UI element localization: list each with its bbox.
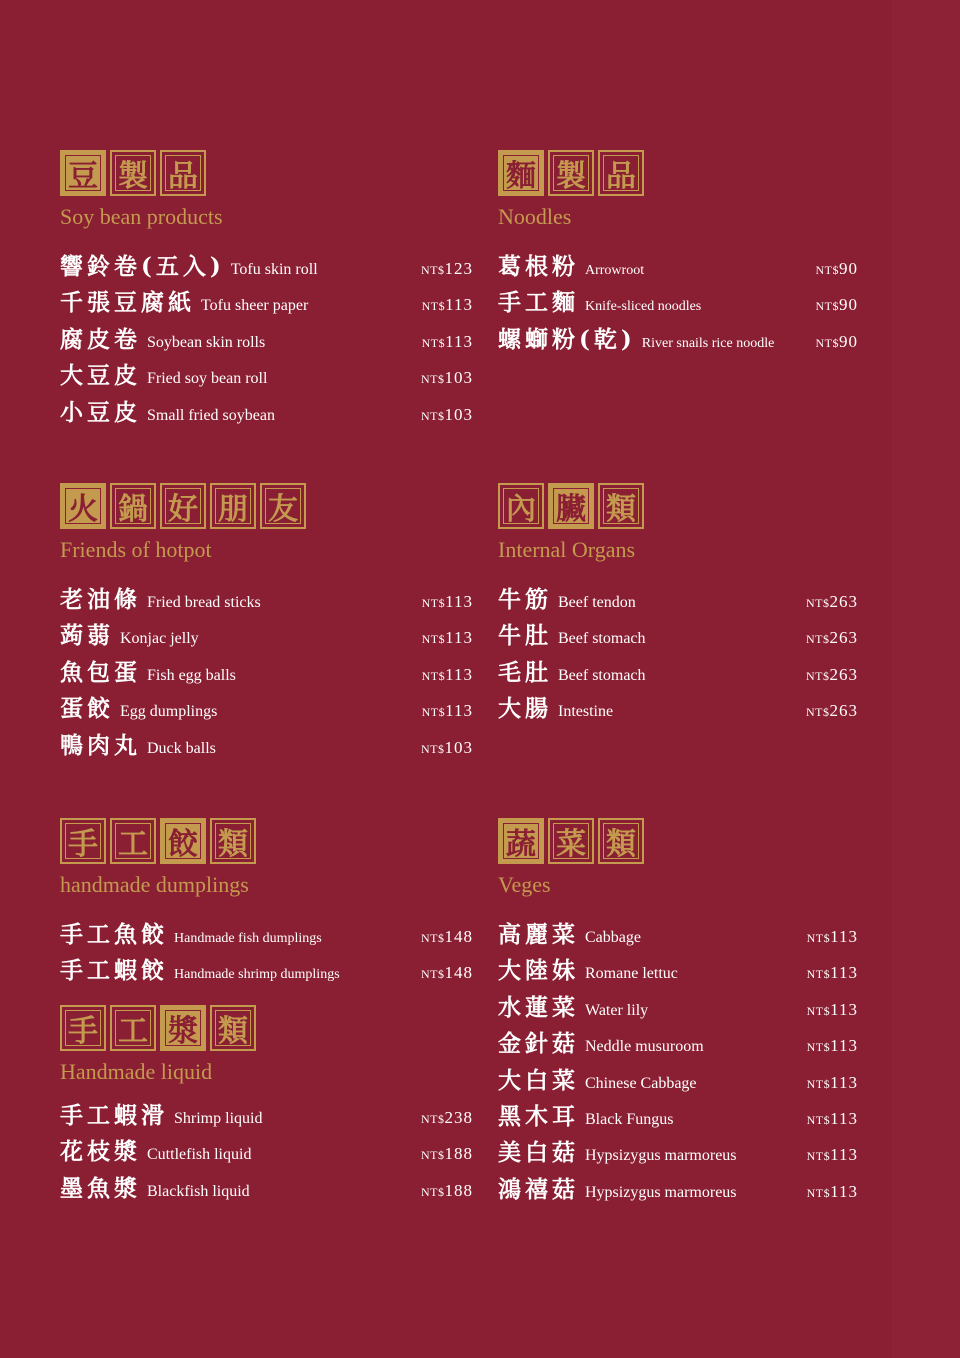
item-price xyxy=(807,1145,858,1165)
item-chinese-name: 手工蝦餃 xyxy=(60,957,168,985)
item-price xyxy=(806,628,858,648)
item-english-name: Small fried soybean xyxy=(147,406,275,424)
menu-list xyxy=(498,248,858,357)
item-chinese-name: 毛肚 xyxy=(498,658,552,686)
menu-item xyxy=(60,654,473,690)
menu-item xyxy=(60,727,473,763)
section-subtitle: handmade dumplings xyxy=(60,872,249,897)
price-value: 113 xyxy=(445,628,473,648)
menu-item xyxy=(60,916,473,952)
menu-item xyxy=(498,654,858,690)
item-chinese-name: 手工魚餃 xyxy=(60,921,168,948)
section-subtitle: Soy bean products xyxy=(60,204,223,229)
item-price xyxy=(421,1181,473,1201)
item-price xyxy=(816,259,859,279)
item-chinese-name: 墨魚漿 xyxy=(60,1174,141,1202)
menu-item xyxy=(60,357,473,393)
price-value: 113 xyxy=(830,1181,858,1201)
price-value: 90 xyxy=(839,295,858,315)
menu-item xyxy=(60,321,473,357)
item-chinese-name: 千張豆腐紙 xyxy=(60,289,195,317)
currency-label: NT$ xyxy=(806,668,830,683)
item-english-name: Romane lettuc xyxy=(585,965,678,983)
item-chinese-name: 腐皮卷 xyxy=(60,325,141,353)
currency-label: NT$ xyxy=(806,1112,831,1127)
item-chinese-name: 大豆皮 xyxy=(60,362,141,390)
heading-char: 工 xyxy=(110,1005,156,1051)
menu-item xyxy=(60,581,473,617)
currency-label: NT$ xyxy=(806,705,830,720)
section-liquid xyxy=(60,1005,473,1206)
section-subtitle: Handmade liquid xyxy=(60,1059,213,1084)
item-chinese-name: 螺螄粉(乾) xyxy=(498,325,636,353)
item-english-name: Water lily xyxy=(585,1001,649,1019)
menu-list xyxy=(60,1097,473,1206)
heading-char: 類 xyxy=(598,818,644,864)
menu-list xyxy=(60,581,473,763)
heading-char: 餃 xyxy=(160,818,206,864)
heading-char: 豆 xyxy=(60,150,106,196)
item-english-name: Egg dumplings xyxy=(120,703,218,721)
price-value: 113 xyxy=(830,1072,858,1092)
heading-char: 手 xyxy=(60,1005,106,1051)
menu-item xyxy=(60,284,473,320)
menu-item xyxy=(498,321,858,357)
item-english-name: Cuttlefish liquid xyxy=(147,1146,252,1164)
menu-item xyxy=(498,1134,858,1170)
menu-item xyxy=(60,248,473,284)
menu-list xyxy=(60,248,473,430)
currency-label: NT$ xyxy=(421,632,446,647)
currency-label: NT$ xyxy=(421,668,446,683)
section-veges xyxy=(498,818,858,1207)
price-value: 113 xyxy=(445,701,473,721)
currency-label: NT$ xyxy=(421,931,445,945)
menu-item xyxy=(60,1097,473,1133)
price-value: 113 xyxy=(830,963,858,983)
item-price xyxy=(807,1036,858,1056)
section-subtitle: Internal Organs xyxy=(498,537,636,562)
menu-item xyxy=(498,690,858,726)
item-english-name: Knife-sliced noodles xyxy=(585,299,702,315)
currency-label: NT$ xyxy=(806,1003,831,1018)
menu-item xyxy=(60,617,473,653)
item-price xyxy=(422,628,473,648)
item-price xyxy=(816,332,859,352)
item-price xyxy=(807,1000,858,1020)
item-english-name: Tofu sheer paper xyxy=(201,297,309,315)
currency-label: NT$ xyxy=(421,299,446,314)
heading-char: 類 xyxy=(598,483,644,529)
price-value: 113 xyxy=(830,999,858,1019)
item-chinese-name: 小豆皮 xyxy=(60,398,141,426)
section-subtitle: Noodles xyxy=(498,204,572,229)
item-chinese-name: 牛肚 xyxy=(498,622,552,650)
section-heading xyxy=(60,818,473,864)
heading-char: 製 xyxy=(110,150,156,196)
menu-item xyxy=(498,1062,858,1098)
currency-label: NT$ xyxy=(806,632,830,647)
item-english-name: Arrowroot xyxy=(585,263,645,278)
item-chinese-name: 金針菇 xyxy=(498,1030,579,1058)
heading-char: 臟 xyxy=(548,483,594,529)
page-edge xyxy=(892,0,960,1358)
menu-item xyxy=(60,1170,473,1206)
item-chinese-name: 水蓮菜 xyxy=(498,993,579,1021)
heading-char: 類 xyxy=(210,1005,256,1051)
item-price xyxy=(806,701,858,721)
heading-char: 漿 xyxy=(160,1005,206,1051)
heading-char: 內 xyxy=(498,483,544,529)
heading-char: 菜 xyxy=(548,818,594,864)
currency-label: NT$ xyxy=(421,408,445,423)
item-english-name: Beef tendon xyxy=(558,594,636,611)
currency-label: NT$ xyxy=(815,263,839,277)
price-value: 188 xyxy=(444,1144,473,1164)
currency-label: NT$ xyxy=(815,335,839,350)
currency-label: NT$ xyxy=(421,372,445,387)
item-price xyxy=(816,295,859,315)
currency-label: NT$ xyxy=(806,931,831,945)
price-value: 113 xyxy=(445,295,473,315)
currency-label: NT$ xyxy=(806,967,831,982)
price-value: 188 xyxy=(444,1180,473,1200)
menu-item xyxy=(60,952,473,988)
price-value: 103 xyxy=(444,404,473,424)
price-value: 113 xyxy=(445,664,473,684)
item-english-name: Duck balls xyxy=(147,739,216,757)
currency-label: NT$ xyxy=(421,1112,445,1126)
item-chinese-name: 大腸 xyxy=(498,695,552,723)
section-heading xyxy=(60,1005,473,1051)
menu-item xyxy=(60,394,473,430)
menu-item xyxy=(498,1171,858,1207)
item-price xyxy=(422,701,473,721)
item-chinese-name: 手工蝦滑 xyxy=(60,1102,168,1129)
section-heading xyxy=(498,818,858,864)
menu-item xyxy=(498,1025,858,1061)
section-heading xyxy=(498,483,858,529)
price-value: 148 xyxy=(444,963,473,983)
item-price xyxy=(421,368,473,388)
item-price xyxy=(421,1144,473,1164)
price-value: 103 xyxy=(444,737,473,757)
item-english-name: Fish egg balls xyxy=(147,666,236,684)
item-chinese-name: 牛筋 xyxy=(498,586,552,613)
section-noodles xyxy=(498,150,858,357)
currency-label: NT$ xyxy=(815,299,839,314)
menu-list xyxy=(60,916,473,989)
menu-list xyxy=(498,581,858,727)
heading-char: 品 xyxy=(598,150,644,196)
section-subtitle: Friends of hotpot xyxy=(60,537,212,562)
menu-item xyxy=(498,952,858,988)
item-english-name: Cabbage xyxy=(585,929,641,946)
menu-item xyxy=(60,1133,473,1169)
heading-char: 製 xyxy=(548,150,594,196)
item-price xyxy=(421,738,473,758)
item-english-name: Hypsizygus marmoreus xyxy=(585,1183,737,1201)
currency-label: NT$ xyxy=(421,263,445,277)
currency-label: NT$ xyxy=(421,1184,445,1199)
section-organs xyxy=(498,483,858,727)
item-price xyxy=(807,963,858,983)
price-value: 113 xyxy=(830,927,858,946)
section-dumplings xyxy=(60,818,473,989)
item-english-name: Konjac jelly xyxy=(120,630,199,648)
currency-label: NT$ xyxy=(421,705,446,720)
item-price xyxy=(421,259,473,279)
item-chinese-name: 大白菜 xyxy=(498,1066,579,1094)
item-english-name: Hypsizygus marmoreus xyxy=(585,1147,737,1165)
item-english-name: Beef stomach xyxy=(558,666,646,684)
currency-label: NT$ xyxy=(421,967,445,982)
menu-item xyxy=(498,916,858,952)
menu-item xyxy=(60,690,473,726)
heading-char: 品 xyxy=(160,150,206,196)
item-english-name: Beef stomach xyxy=(558,630,646,648)
item-chinese-name: 葛根粉 xyxy=(498,253,579,280)
item-price xyxy=(807,927,858,947)
price-value: 113 xyxy=(445,592,473,611)
section-subtitle: Veges xyxy=(498,872,551,897)
item-chinese-name: 高麗菜 xyxy=(498,921,579,948)
price-value: 103 xyxy=(444,368,473,388)
currency-label: NT$ xyxy=(421,741,445,756)
price-value: 90 xyxy=(839,331,858,351)
item-english-name: Handmade shrimp dumplings xyxy=(174,967,340,983)
item-chinese-name: 鴨肉丸 xyxy=(60,731,141,759)
item-chinese-name: 手工麵 xyxy=(498,289,579,317)
price-value: 123 xyxy=(444,259,473,278)
item-english-name: Fried bread sticks xyxy=(147,594,261,611)
price-value: 263 xyxy=(829,628,858,648)
section-heading xyxy=(498,150,858,196)
menu-item xyxy=(498,617,858,653)
price-value: 238 xyxy=(444,1108,473,1127)
price-value: 90 xyxy=(839,259,858,278)
item-english-name: Shrimp liquid xyxy=(174,1110,263,1127)
currency-label: NT$ xyxy=(421,1148,445,1163)
item-price xyxy=(422,592,473,612)
currency-label: NT$ xyxy=(806,1149,831,1164)
item-price xyxy=(807,1182,858,1202)
item-english-name: River snails rice noodle xyxy=(641,335,775,351)
item-english-name: Tofu skin roll xyxy=(230,261,318,278)
heading-char: 朋 xyxy=(210,483,256,529)
heading-char: 手 xyxy=(60,818,106,864)
item-chinese-name: 黑木耳 xyxy=(498,1102,579,1130)
section-hotpot xyxy=(60,483,473,763)
item-english-name: Black Fungus xyxy=(585,1110,674,1128)
item-price xyxy=(807,1109,858,1129)
item-price xyxy=(421,1108,473,1128)
item-chinese-name: 蛋餃 xyxy=(60,695,114,723)
item-english-name: Soybean skin rolls xyxy=(147,333,266,351)
menu-item xyxy=(498,248,858,284)
item-price xyxy=(807,1073,858,1093)
currency-label: NT$ xyxy=(806,1185,831,1200)
heading-char: 蔬 xyxy=(498,818,544,864)
item-chinese-name: 大陸妹 xyxy=(498,957,579,985)
heading-char: 鍋 xyxy=(110,483,156,529)
heading-char: 麵 xyxy=(498,150,544,196)
item-chinese-name: 鴻禧菇 xyxy=(498,1175,579,1203)
heading-char: 工 xyxy=(110,818,156,864)
item-english-name: Blackfish liquid xyxy=(147,1182,250,1200)
price-value: 113 xyxy=(830,1145,858,1165)
item-price xyxy=(421,927,473,947)
section-soy xyxy=(60,150,473,430)
currency-label: NT$ xyxy=(806,1076,831,1091)
item-chinese-name: 蒟蒻 xyxy=(60,622,114,650)
menu-list xyxy=(498,916,858,1207)
item-price xyxy=(422,665,473,685)
item-english-name: Neddle musuroom xyxy=(585,1038,704,1056)
menu-item xyxy=(498,284,858,320)
item-chinese-name: 魚包蛋 xyxy=(60,658,141,686)
item-english-name: Handmade fish dumplings xyxy=(174,931,322,946)
heading-char: 友 xyxy=(260,483,306,529)
item-price xyxy=(806,665,858,685)
menu-item xyxy=(498,1098,858,1134)
heading-char: 好 xyxy=(160,483,206,529)
item-chinese-name: 美白菇 xyxy=(498,1139,579,1167)
price-value: 263 xyxy=(829,592,858,611)
price-value: 263 xyxy=(829,701,858,721)
item-english-name: Chinese Cabbage xyxy=(585,1074,697,1092)
item-price xyxy=(421,405,473,425)
currency-label: NT$ xyxy=(421,335,446,350)
section-heading xyxy=(60,150,473,196)
price-value: 113 xyxy=(830,1036,858,1056)
item-price xyxy=(806,592,858,612)
item-english-name: Intestine xyxy=(558,703,614,721)
currency-label: NT$ xyxy=(806,1040,831,1055)
heading-char: 類 xyxy=(210,818,256,864)
price-value: 148 xyxy=(444,927,473,946)
item-chinese-name: 響鈴卷(五入) xyxy=(60,253,225,280)
currency-label: NT$ xyxy=(806,596,830,610)
price-value: 113 xyxy=(830,1108,858,1128)
item-price xyxy=(422,332,473,352)
item-price xyxy=(421,963,473,983)
item-price xyxy=(422,295,473,315)
price-value: 113 xyxy=(445,331,473,351)
section-heading xyxy=(60,483,473,529)
menu-item xyxy=(498,989,858,1025)
price-value: 263 xyxy=(829,664,858,684)
item-chinese-name: 花枝漿 xyxy=(60,1138,141,1166)
item-chinese-name: 老油條 xyxy=(60,586,141,613)
item-english-name: Fried soy bean roll xyxy=(147,370,268,388)
heading-char: 火 xyxy=(60,483,106,529)
menu-item xyxy=(498,581,858,617)
currency-label: NT$ xyxy=(421,596,446,610)
